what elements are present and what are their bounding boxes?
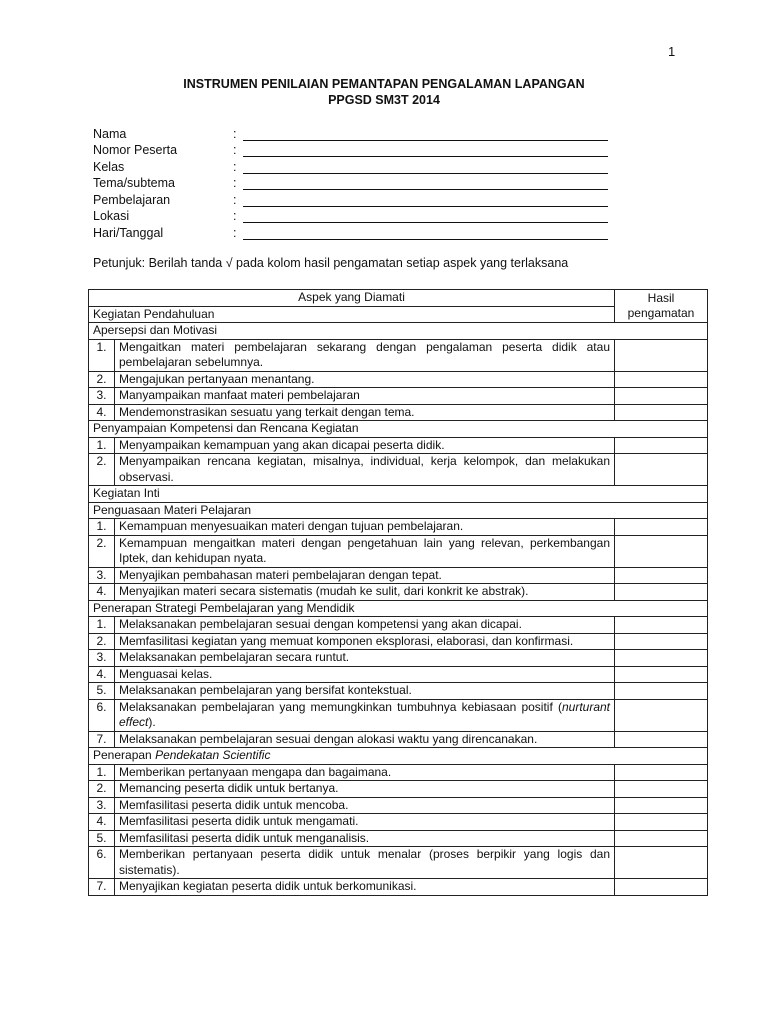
table-row: 4. Menguasai kelas. — [89, 666, 708, 683]
form-row-nama: Nama : — [93, 124, 608, 141]
table-row: 6. Memberikan pertanyaan peserta didik untuk menalar (proses berpikir yang logis dan sistematis). — [89, 847, 708, 879]
form-label: Lokasi — [93, 209, 130, 223]
table-row: 1. Kemampuan menyesuaikan materi dengan tujuan pembelajaran. — [89, 519, 708, 536]
nama-field[interactable] — [243, 128, 608, 141]
table-row: 6. Melaksanakan pembelajaran yang memungkinkan tumbuhnya kebiasaan positif (nurturant effect). — [89, 699, 708, 731]
hasil-checkbox-cell[interactable] — [615, 437, 708, 454]
tema-subtema-field[interactable] — [243, 177, 608, 190]
document-title — [0, 76, 768, 108]
hasil-checkbox-cell[interactable] — [615, 764, 708, 781]
nomor-peserta-field[interactable] — [243, 144, 608, 157]
hasil-checkbox-cell[interactable] — [615, 847, 708, 879]
section-inti: Kegiatan Inti — [89, 486, 708, 503]
header-hasil: Hasil pengamatan — [615, 290, 708, 323]
hasil-checkbox-cell[interactable] — [615, 339, 708, 371]
table-row: 1. Memberikan pertanyaan mengapa dan bagaimana. — [89, 764, 708, 781]
table-row: 2. Mengajukan pertanyaan menantang. — [89, 371, 708, 388]
hasil-checkbox-cell[interactable] — [615, 814, 708, 831]
table-row: 4. Memfasilitasi peserta didik untuk mengamati. — [89, 814, 708, 831]
assessment-table — [88, 289, 708, 896]
title-line-1: INSTRUMEN PENILAIAN PEMANTAPAN PENGALAMAN LAPANGAN — [183, 77, 585, 91]
table-row: 1. Mengaitkan materi pembelajaran sekarang dengan pengalaman peserta didik atau pembelajaran sebelumnya. — [89, 339, 708, 371]
form-row-nomor-peserta: Nomor Peserta : — [93, 141, 608, 158]
table-row: 2. Memancing peserta didik untuk bertanya. — [89, 781, 708, 798]
table-row: 3. Memfasilitasi peserta didik untuk mencoba. — [89, 797, 708, 814]
hasil-checkbox-cell[interactable] — [615, 535, 708, 567]
form-label: Kelas — [93, 159, 125, 174]
form-row-pembelajaran: Pembelajaran : — [93, 190, 608, 207]
table-row: 5. Melaksanakan pembelajaran yang bersifat kontekstual. — [89, 683, 708, 700]
table-row: 7. Melaksanakan pembelajaran sesuai dengan alokasi waktu yang direncanakan. — [89, 731, 708, 748]
form-label: Tema/subtema — [93, 176, 175, 190]
hasil-checkbox-cell[interactable] — [615, 731, 708, 748]
subsection-apersepsi: Apersepsi dan Motivasi — [89, 323, 708, 340]
table-row: 3. Menyajikan pembahasan materi pembelajaran dengan tepat. — [89, 567, 708, 584]
hasil-checkbox-cell[interactable] — [615, 388, 708, 405]
subsection-penyampaian: Penyampaian Kompetensi dan Rencana Kegiatan — [89, 421, 708, 438]
header-aspek: Aspek yang Diamati — [89, 290, 615, 307]
form-row-hari-tanggal: Hari/Tanggal : — [93, 223, 608, 240]
form-row-kelas: Kelas : — [93, 157, 608, 174]
hasil-checkbox-cell[interactable] — [615, 567, 708, 584]
subsection-penguasaan: Penguasaan Materi Pelajaran — [89, 502, 708, 519]
table-row: 4. Menyajikan materi secara sistematis (mudah ke sulit, dari konkrit ke abstrak). — [89, 584, 708, 601]
hasil-checkbox-cell[interactable] — [615, 797, 708, 814]
form-row-tema: Tema/subtema : — [93, 174, 608, 191]
hasil-checkbox-cell[interactable] — [615, 519, 708, 536]
hasil-checkbox-cell[interactable] — [615, 699, 708, 731]
subsection-strategi: Penerapan Strategi Pembelajaran yang Mendidik — [89, 600, 708, 617]
instruction-text: Petunjuk: Berilah tanda √ pada kolom hasil pengamatan setiap aspek yang terlaksana — [93, 256, 569, 270]
form-label: Nomor Peserta — [93, 143, 178, 157]
table-row: 1. Melaksanakan pembelajaran sesuai dengan kompetensi yang akan dicapai. — [89, 617, 708, 634]
hasil-checkbox-cell[interactable] — [615, 666, 708, 683]
form-label: Hari/Tanggal — [93, 225, 164, 240]
form-row-lokasi: Lokasi : — [93, 207, 608, 224]
hasil-checkbox-cell[interactable] — [615, 650, 708, 667]
form-label: Nama — [93, 126, 127, 141]
hasil-checkbox-cell[interactable] — [615, 371, 708, 388]
subsection-scientific: Penerapan Pendekatan Scientific — [89, 748, 708, 765]
table-row: 2. Kemampuan mengaitkan materi dengan pengetahuan lain yang relevan, perkembangan Iptek, dan kehidupan nyata. — [89, 535, 708, 567]
hasil-checkbox-cell[interactable] — [615, 454, 708, 486]
hasil-checkbox-cell[interactable] — [615, 683, 708, 700]
hasil-checkbox-cell[interactable] — [615, 633, 708, 650]
title-line-2: PPGSD SM3T 2014 — [328, 93, 440, 107]
hasil-checkbox-cell[interactable] — [615, 584, 708, 601]
table-row: 1. Menyampaikan kemampuan yang akan dicapai peserta didik. — [89, 437, 708, 454]
page-number: 1 — [668, 44, 676, 59]
form-label: Pembelajaran — [93, 192, 171, 207]
table-row: 4. Mendemonstrasikan sesuatu yang terkait dengan tema. — [89, 404, 708, 421]
table-row: 2. Menyampaikan rencana kegiatan, misalnya, individual, kerja kelompok, dan melakukan observasi. — [89, 454, 708, 486]
hasil-checkbox-cell[interactable] — [615, 830, 708, 847]
hasil-checkbox-cell[interactable] — [615, 781, 708, 798]
section-pendahuluan: Kegiatan Pendahuluan — [89, 306, 615, 323]
hasil-checkbox-cell[interactable] — [615, 617, 708, 634]
pembelajaran-field[interactable] — [243, 194, 608, 207]
hasil-checkbox-cell[interactable] — [615, 404, 708, 421]
table-row: 3. Melaksanakan pembelajaran secara runtut. — [89, 650, 708, 667]
kelas-field[interactable] — [243, 161, 608, 174]
hari-tanggal-field[interactable] — [243, 227, 608, 240]
table-row: 2. Memfasilitasi kegiatan yang memuat komponen eksplorasi, elaborasi, dan konfirmasi. — [89, 633, 708, 650]
lokasi-field[interactable] — [243, 210, 608, 223]
identity-form — [93, 124, 608, 240]
table-row: 3. Manyampaikan manfaat materi pembelajaran — [89, 388, 708, 405]
table-row: 5. Memfasilitasi peserta didik untuk menganalisis. — [89, 830, 708, 847]
table-row: 7. Menyajikan kegiatan peserta didik untuk berkomunikasi. — [89, 879, 708, 896]
hasil-checkbox-cell[interactable] — [615, 879, 708, 896]
